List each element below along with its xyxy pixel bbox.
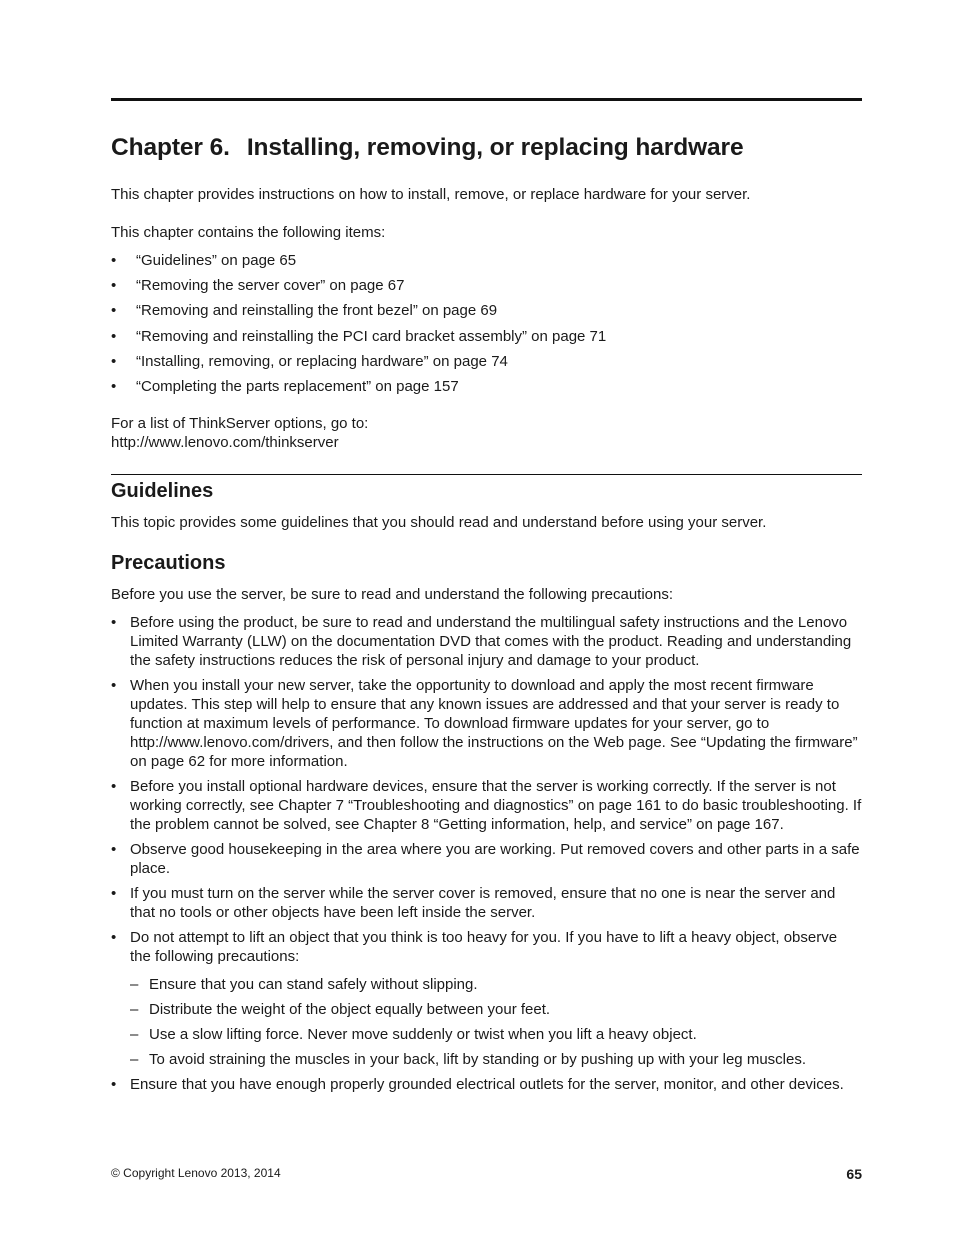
list-item: • Do not attempt to lift an object that you think is too heavy for you. If you have to lift a heavy object, observe the following precautions: – Ensure that you can stand safely without slipping. – Distribute the weight of the object equally between your feet. – Use a slow lifting force. Never move suddenly or twist when you lift a heavy object. – To avoid straining the muscles in your back, lift by standing or by pushing up with your leg muscles. xyxy=(111,928,862,1069)
precaution-text: Observe good housekeeping in the area where you are working. Put removed covers and other parts in a safe place. xyxy=(130,841,860,877)
list-item[interactable]: • “Guidelines” on page 65 xyxy=(111,252,297,269)
list-item[interactable]: • “Completing the parts replacement” on page 157 xyxy=(111,377,459,395)
page-number: 65 xyxy=(846,1166,862,1182)
list-item[interactable]: • “Removing the server cover” on page 67 xyxy=(111,277,405,295)
chapter-intro: This chapter provides instructions on how to install, remove, or replace hardware for your server. xyxy=(111,186,751,203)
list-item: • Before using the product, be sure to read and understand the multilingual safety instructions and the Lenovo Limited Warranty (LLW) on the documentation DVD that comes with the product. Reading and understanding the safety instructions reduces the risk of personal injury and damage to your product. xyxy=(111,614,852,669)
precaution-text: Before you install optional hardware devices, ensure that the server is working correctly. If the server is not working correctly, see Chapter 7 “Troubleshooting and diagnostics” on page 161 to do basic troubleshooting. If the problem cannot be solved, see Chapter 8 “Getting information, help, and service” on page 167. xyxy=(130,778,862,833)
list-item: • When you install your new server, take the opportunity to download and apply the most recent firmware updates. This step will help to ensure that any known issues are addressed and that your server is ready to function at maximum levels of performance. To download firmware updates for your server, go to http://www.lenovo.com/drivers, and then follow the instructions on the Web page. See “Updating the firmware” on page 62 for more information. xyxy=(111,677,858,770)
chapter-item-link[interactable]: “Removing and reinstalling the front bezel” on page 69 xyxy=(136,302,498,320)
precaution-text: When you install your new server, take the opportunity to download and apply the most recent firmware updates. This step will help to ensure that any known issues are addressed and that your server is ready to function at maximum levels of performance. To download firmware updates for your server, go to http://www.lenovo.com/drivers, and then follow the instructions on the Web page. See “Updating the firmware” on page 62 for more information. xyxy=(130,677,858,770)
options-line: For a list of ThinkServer options, go to: xyxy=(111,415,369,432)
list-item: • If you must turn on the server while the server cover is removed, ensure that no one is near the server and that no tools or other objects have been left inside the server. xyxy=(111,885,836,921)
precaution-text: Before using the product, be sure to read and understand the multilingual safety instructions and the Lenovo Limited Warranty (LLW) on the documentation DVD that comes with the product. Reading and understanding the safety instructions reduces the risk of personal injury and damage to your product. xyxy=(130,614,852,669)
section-rule xyxy=(111,474,862,475)
precautions-intro: Before you use the server, be sure to read and understand the following precautions: xyxy=(111,586,674,603)
chapter-top-rule xyxy=(111,98,862,101)
sublist-item: – To avoid straining the muscles in your back, lift by standing or by pushing up with your leg muscles. xyxy=(130,1051,806,1068)
precaution-text: Do not attempt to lift an object that you think is too heavy for you. If you have to lift a heavy object, observe the following precautions: xyxy=(130,929,838,965)
list-item: • Before you install optional hardware devices, ensure that the server is working correctly. If the server is not working correctly, see Chapter 7 “Troubleshooting and diagnostics” on page 161 to do basic troubleshooting. If the problem cannot be solved, see Chapter 8 “Getting information, help, and service” on page 167. xyxy=(111,778,862,833)
chapter-title xyxy=(111,134,744,162)
sublist-item: – Use a slow lifting force. Never move suddenly or twist when you lift a heavy object. xyxy=(130,1026,697,1043)
options-url-link[interactable]: http://www.lenovo.com/thinkserver xyxy=(111,434,339,451)
chapter-item-link[interactable]: “Removing and reinstalling the PCI card bracket assembly” on page 71 xyxy=(136,327,607,345)
list-item: • Observe good housekeeping in the area where you are working. Put removed covers and other parts in a safe place. xyxy=(111,841,860,877)
footer-copyright: © Copyright Lenovo 2013, 2014 xyxy=(111,1166,281,1180)
sublist-text: Ensure that you can stand safely without slipping. xyxy=(149,976,478,993)
sublist-text: Distribute the weight of the object equally between your feet. xyxy=(149,1001,551,1018)
chapter-item-link[interactable]: “Completing the parts replacement” on page 157 xyxy=(136,377,459,395)
list-item[interactable]: • “Installing, removing, or replacing hardware” on page 74 xyxy=(111,352,508,370)
list-item[interactable]: • “Removing and reinstalling the front bezel” on page 69 xyxy=(111,302,498,320)
precautions-heading: Precautions xyxy=(111,552,226,574)
chapter-number: Chapter 6. xyxy=(111,134,230,161)
chapter-contains-label: This chapter contains the following items: xyxy=(111,224,386,241)
precautions-list xyxy=(111,613,862,1100)
sublist-text: Use a slow lifting force. Never move suddenly or twist when you lift a heavy object. xyxy=(149,1026,697,1043)
chapter-item-link[interactable]: “Removing the server cover” on page 67 xyxy=(136,277,405,295)
list-item[interactable]: • “Removing and reinstalling the PCI card bracket assembly” on page 71 xyxy=(111,327,607,345)
chapter-item-link[interactable]: “Installing, removing, or replacing hardware” on page 74 xyxy=(136,352,508,370)
guidelines-heading: Guidelines xyxy=(111,480,214,502)
chapter-item-list xyxy=(111,251,606,402)
chapter-item-link[interactable]: “Guidelines” on page 65 xyxy=(136,252,297,269)
sublist-text: To avoid straining the muscles in your back, lift by standing or by pushing up with your leg muscles. xyxy=(149,1051,806,1068)
chapter-title-text: Installing, removing, or replacing hardware xyxy=(246,134,744,161)
precaution-text: If you must turn on the server while the server cover is removed, ensure that no one is near the server and that no tools or other objects have been left inside the server. xyxy=(130,885,836,921)
precaution-text: Ensure that you have enough properly grounded electrical outlets for the server, monitor, and other devices. xyxy=(130,1076,844,1093)
lift-precautions-sublist xyxy=(130,975,862,1069)
options-block xyxy=(111,414,368,452)
list-item: • Ensure that you have enough properly grounded electrical outlets for the server, monitor, and other devices. xyxy=(111,1076,844,1093)
sublist-item: – Ensure that you can stand safely without slipping. xyxy=(130,976,478,993)
sublist-item: – Distribute the weight of the object equally between your feet. xyxy=(130,1001,551,1018)
guidelines-text: This topic provides some guidelines that you should read and understand before using your server. xyxy=(111,514,767,531)
